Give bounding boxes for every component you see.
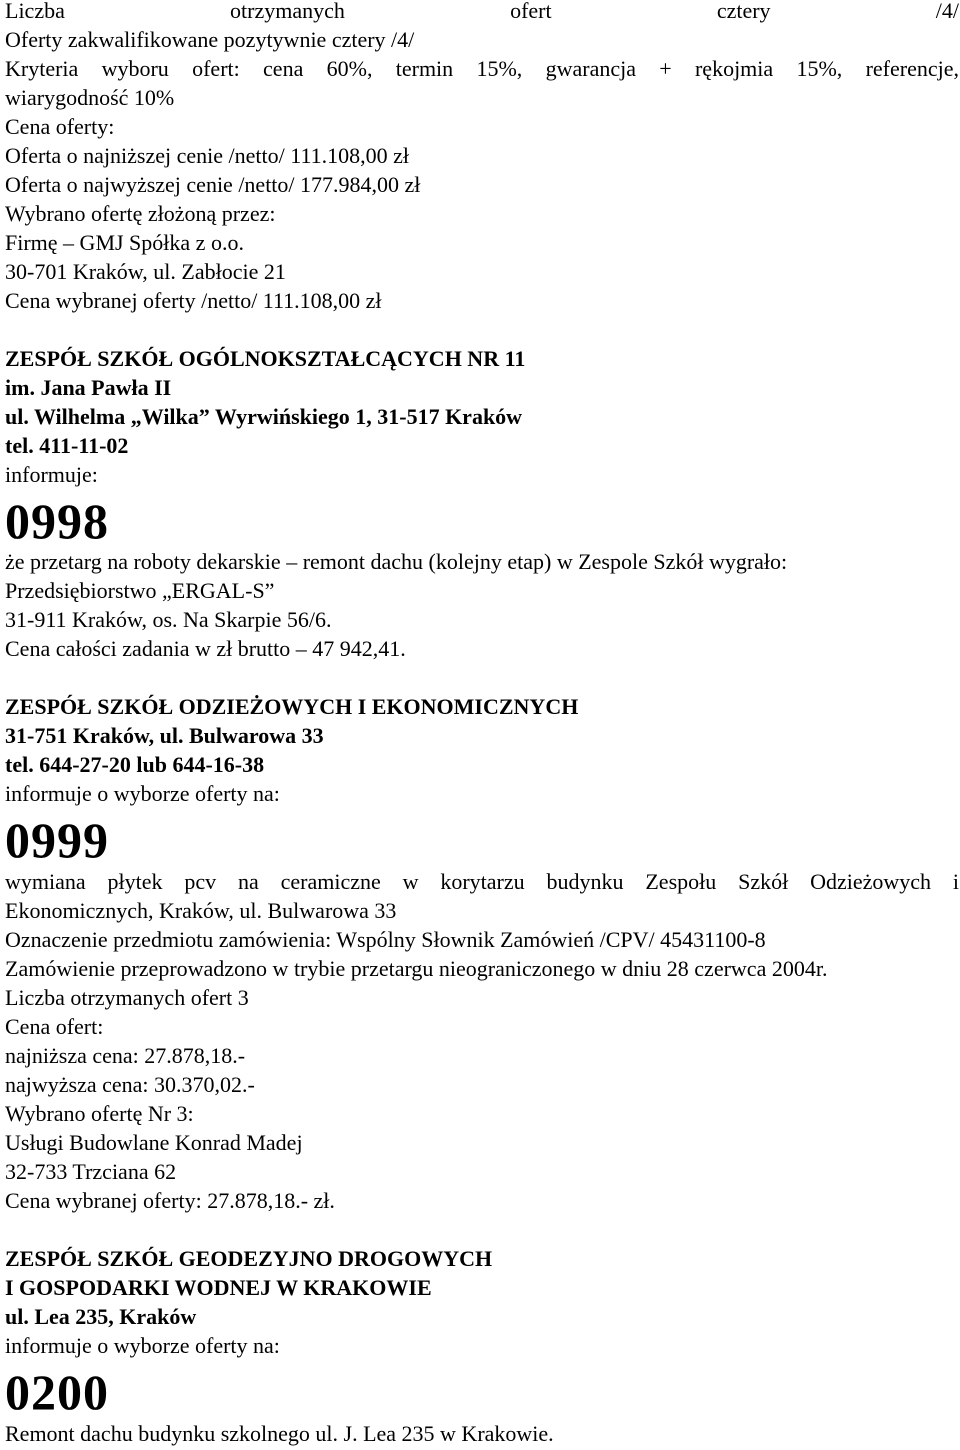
offer-prices-label: Cena ofert: (5, 1014, 104, 1039)
school-patron: im. Jana Pawła II (5, 375, 172, 400)
selected-offer-price: Cena wybranej oferty: 27.878,18.- zł. (5, 1188, 335, 1213)
informs-label: informuje: (5, 462, 98, 487)
lowest-price-line: Oferta o najniższej cenie /netto/ 111.108,00 zł (5, 143, 410, 168)
school-name-heading: ZESPÓŁ SZKÓŁ ODZIEŻOWYCH I EKONOMICZNYCH (5, 694, 579, 719)
selected-company-address: 32-733 Trzciana 62 (5, 1159, 177, 1184)
informs-label: informuje o wyborze oferty na: (5, 1333, 280, 1358)
contract-subject-line: wymiana płytek pcv na ceramiczne w korytarzu budynku Zespołu Szkół Odzieżowych i (5, 869, 959, 894)
contract-subject-line: Remont dachu budynku szkolnego ul. J. Lea 235 w Krakowie. (5, 1421, 554, 1446)
offers-received-line: Liczba otrzymanych ofert cztery /4/ (5, 0, 959, 23)
selected-offer-label: Wybrano ofertę Nr 3: (5, 1101, 194, 1126)
notice-number: 0998 (5, 493, 109, 549)
school-phone: tel. 644-27-20 lub 644-16-38 (5, 752, 265, 777)
notice-number: 0999 (5, 812, 109, 868)
school-name-heading: ZESPÓŁ SZKÓŁ OGÓLNOKSZTAŁCĄCYCH NR 11 (5, 346, 526, 371)
selected-offer-price: Cena wybranej oferty /netto/ 111.108,00 zł (5, 288, 382, 313)
procedure-line: Zamówienie przeprowadzono w trybie przetargu nieograniczonego w dniu 28 czerwca 2004r. (5, 956, 828, 981)
school-address: ul. Wilhelma „Wilka” Wyrwińskiego 1, 31-517 Kraków (5, 404, 523, 429)
informs-label: informuje o wyborze oferty na: (5, 781, 280, 806)
total-price-line: Cena całości zadania w zł brutto – 47 942,41. (5, 636, 406, 661)
school-name-heading: ZESPÓŁ SZKÓŁ GEODEZYJNO DROGOWYCH (5, 1246, 493, 1271)
winner-company-name: Przedsiębiorstwo „ERGAL-S” (5, 578, 275, 603)
lowest-price-line: najniższa cena: 27.878,18.- (5, 1043, 246, 1068)
school-address: ul. Lea 235, Kraków (5, 1304, 197, 1329)
offer-price-label: Cena oferty: (5, 114, 115, 139)
selected-company-name: Firmę – GMJ Spółka z o.o. (5, 230, 244, 255)
selected-offer-label: Wybrano ofertę złożoną przez: (5, 201, 276, 226)
criteria-line: Kryteria wyboru ofert: cena 60%, termin 15%, gwarancja + rękojmia 15%, referencje, (5, 56, 959, 81)
highest-price-line: Oferta o najwyższej cenie /netto/ 177.984,00 zł (5, 172, 421, 197)
school-name-heading-cont: I GOSPODARKI WODNEJ W KRAKOWIE (5, 1275, 432, 1300)
school-phone: tel. 411-11-02 (5, 433, 129, 458)
contract-subject-line-cont: Ekonomicznych, Kraków, ul. Bulwarowa 33 (5, 898, 397, 923)
cpv-code-line: Oznaczenie przedmiotu zamówienia: Wspólny Słownik Zamówień /CPV/ 45431100-8 (5, 927, 766, 952)
offers-received-line: Liczba otrzymanych ofert 3 (5, 985, 249, 1010)
highest-price-line: najwyższa cena: 30.370,02.- (5, 1072, 255, 1097)
school-address: 31-751 Kraków, ul. Bulwarowa 33 (5, 723, 324, 748)
selected-company-name: Usługi Budowlane Konrad Madej (5, 1130, 303, 1155)
selected-company-address: 30-701 Kraków, ul. Zabłocie 21 (5, 259, 286, 284)
tender-result-line: że przetarg na roboty dekarskie – remont dachu (kolejny etap) w Zespole Szkół wygrało: (5, 549, 788, 574)
criteria-line-cont: wiarygodność 10% (5, 85, 175, 110)
notice-number: 0200 (5, 1364, 109, 1420)
winner-company-address: 31-911 Kraków, os. Na Skarpie 56/6. (5, 607, 332, 632)
offers-qualified-line: Oferty zakwalifikowane pozytywnie cztery /4/ (5, 27, 415, 52)
